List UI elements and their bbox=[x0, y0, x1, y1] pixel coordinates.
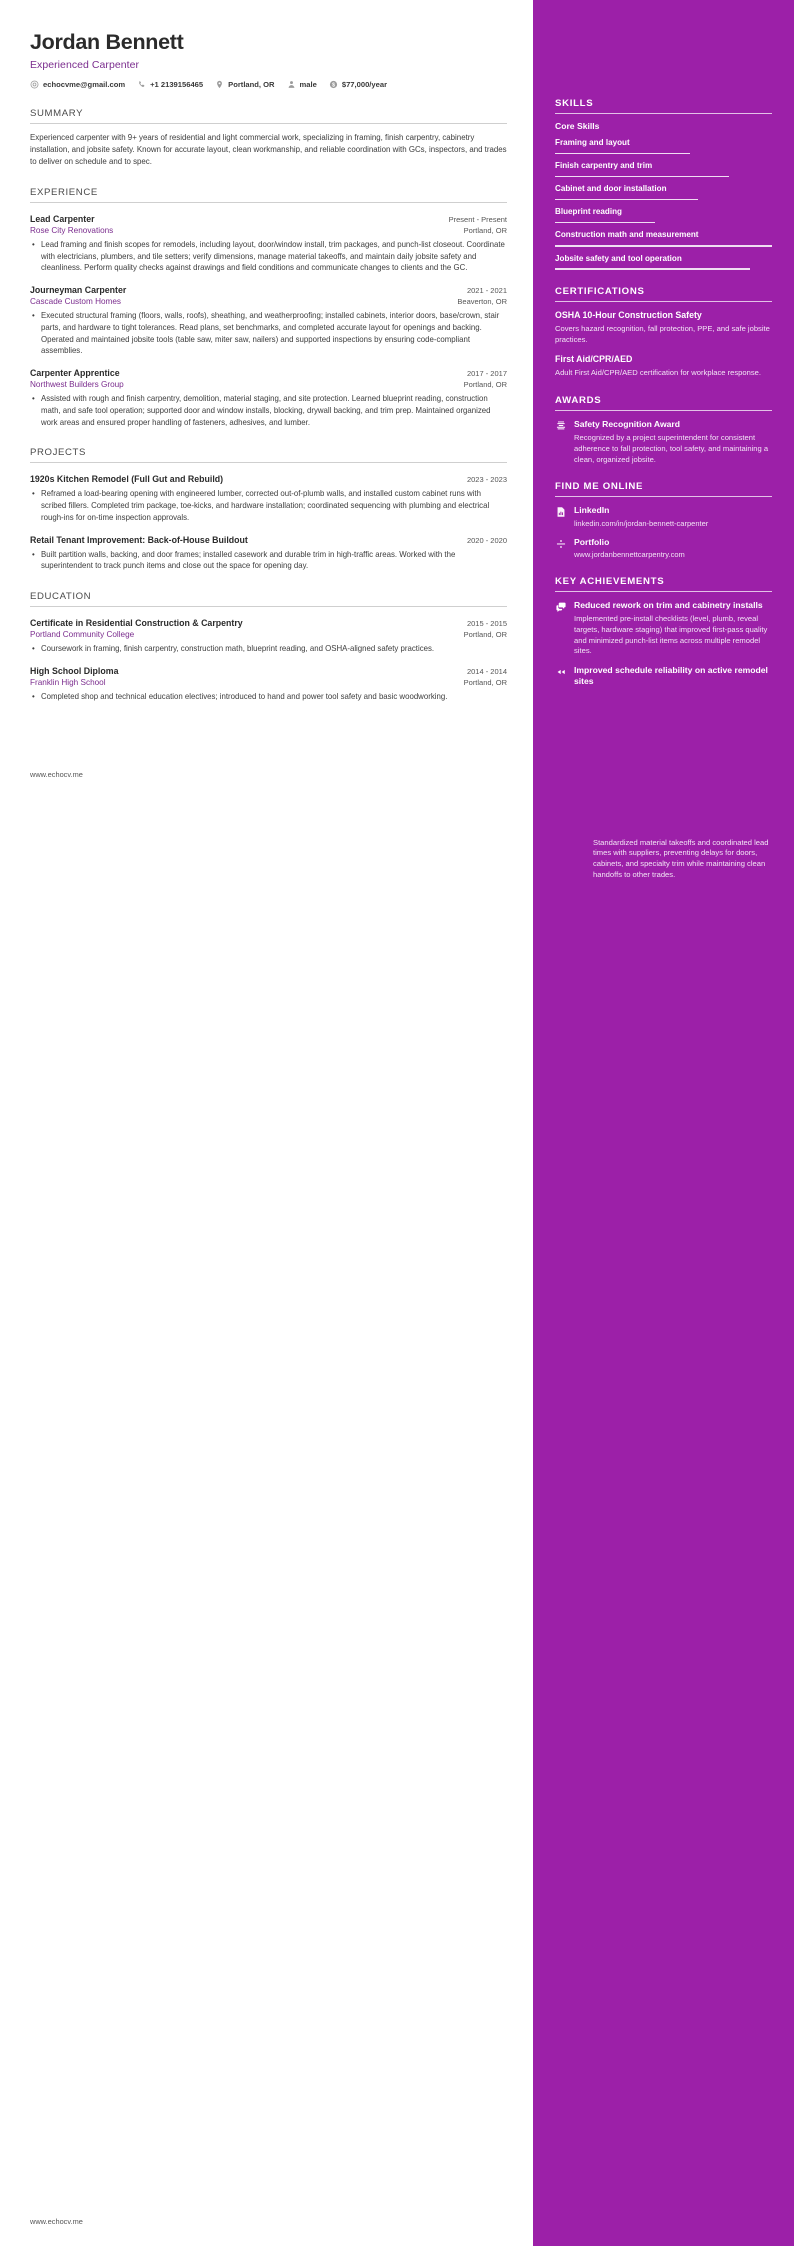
entry-header bbox=[30, 474, 507, 484]
award-description: Recognized by a project superintendent for consistent adherence to fall protection, tool safety, and maintaining a clean, organized jobsite. bbox=[574, 433, 769, 464]
salary-icon bbox=[329, 80, 338, 89]
contact-phone-text: +1 2139156465 bbox=[150, 79, 204, 89]
section-education bbox=[30, 591, 507, 703]
skill-name: Jobsite safety and tool operation bbox=[555, 253, 682, 263]
skill-level-bar bbox=[555, 176, 729, 177]
skill-level-bar bbox=[555, 268, 750, 269]
job-title: Experienced Carpenter bbox=[30, 58, 140, 71]
entry-header bbox=[30, 535, 507, 545]
entry-dates: Present - Present bbox=[448, 214, 507, 224]
entry-dates: 2020 - 2020 bbox=[466, 535, 507, 545]
divider bbox=[555, 496, 772, 497]
entry-organization: Portland Community College bbox=[30, 630, 135, 640]
contact-row bbox=[30, 80, 507, 89]
entry-header bbox=[30, 214, 507, 224]
achievement-item bbox=[555, 600, 772, 657]
entry-dates: 2015 - 2015 bbox=[466, 619, 507, 629]
entry-dates: 2014 - 2014 bbox=[466, 667, 507, 677]
online-profile-body bbox=[574, 505, 772, 528]
section-title-education: EDUCATION bbox=[30, 591, 92, 603]
entry-subheader bbox=[30, 678, 507, 687]
education-entry bbox=[30, 618, 507, 655]
skill-name: Cabinet and door installation bbox=[555, 184, 667, 194]
entry-organization: Cascade Custom Homes bbox=[30, 297, 122, 307]
section-title-projects: PROJECTS bbox=[30, 447, 86, 459]
contact-location bbox=[215, 80, 274, 89]
entry-subheader bbox=[30, 226, 507, 235]
entry-role: Journeyman Carpenter bbox=[30, 285, 127, 296]
skills-group-label: Core Skills bbox=[555, 121, 600, 131]
skill-level-bar bbox=[555, 199, 698, 200]
online-profile-name: LinkedIn bbox=[574, 505, 610, 516]
contact-location-text: Portland, OR bbox=[228, 79, 275, 89]
section-title-experience: EXPERIENCE bbox=[30, 186, 98, 198]
achievement-name: Improved schedule reliability on active remodel sites bbox=[574, 665, 768, 687]
bullet-item: • Coursework in framing, finish carpentry, construction math, blueprint reading, and OSHA-aligned safety practices. bbox=[41, 643, 507, 655]
entry-location: Beaverton, OR bbox=[457, 297, 507, 307]
entry-header bbox=[30, 285, 507, 295]
skill-item bbox=[555, 138, 772, 154]
divider bbox=[555, 591, 772, 592]
bullet-item: • Executed structural framing (floors, walls, roofs), sheathing, and weatherproofing; installed cabinets, interior doors, base/crown, stair parts, and hardware to tight tolerances. Read plans, set benchmarks, and completed accurate layout for openings and backing. Operated and maintained jobsite tools (table saw, miter saw, nailers) and supported inspections by ensuring code-compliant assemblies. bbox=[41, 310, 507, 357]
entry-organization: Northwest Builders Group bbox=[30, 380, 124, 390]
entry-organization: Franklin High School bbox=[30, 678, 106, 688]
contact-gender bbox=[287, 80, 317, 89]
contact-salary bbox=[329, 80, 387, 89]
online-profile-link[interactable]: www.jordanbennettcarpentry.com bbox=[574, 549, 685, 559]
phone-icon bbox=[137, 80, 146, 89]
entry-dates: 2017 - 2017 bbox=[466, 369, 507, 379]
divider bbox=[30, 123, 507, 124]
certification-item bbox=[555, 354, 772, 379]
entry-location: Portland, OR bbox=[463, 380, 507, 390]
achievement-body bbox=[574, 665, 772, 880]
divider bbox=[30, 606, 507, 607]
svg-text:$: $ bbox=[331, 82, 335, 89]
sidebar-section-key-achievements bbox=[555, 576, 772, 881]
bullet-item: • Completed shop and technical education electives; introduced to hand and power tool safety and basic woodworking. bbox=[41, 691, 507, 703]
contact-email-text: echocvme@gmail.com bbox=[43, 79, 126, 89]
contact-salary-text: $77,000/year bbox=[341, 79, 388, 89]
achievement-description: Standardized material takeoffs and coordinated lead times with suppliers, preventing delays for doors, cabinets, and specialty trim while maintaining clean handoffs to other trades. bbox=[593, 837, 769, 879]
experience-entry bbox=[30, 368, 507, 428]
achievement-description: Implemented pre-install checklists (level, plumb, reveal targets, hardware staging) that improved first-pass quality and minimized punch-list items across multiple remodel sites. bbox=[574, 614, 768, 656]
person-icon bbox=[287, 80, 296, 89]
contact-email[interactable] bbox=[30, 80, 125, 89]
section-summary bbox=[30, 108, 507, 168]
sidebar-section-skills bbox=[555, 98, 772, 270]
contact-gender-text: male bbox=[299, 79, 317, 89]
certification-description: Covers hazard recognition, fall protection, PPE, and safe jobsite practices. bbox=[555, 324, 770, 344]
skill-name: Blueprint reading bbox=[555, 207, 623, 217]
entry-role: 1920s Kitchen Remodel (Full Gut and Rebuild) bbox=[30, 474, 224, 485]
certification-name: OSHA 10-Hour Construction Safety bbox=[555, 309, 702, 320]
award-item bbox=[555, 419, 772, 466]
skill-level-bar bbox=[555, 153, 690, 154]
divider bbox=[555, 301, 772, 302]
header-block bbox=[30, 30, 507, 89]
skill-item bbox=[555, 161, 772, 177]
bullet-item: • Assisted with rough and finish carpentry, demolition, material staging, and site protection. Learned blueprint reading, construction math, and safe tool operation; supported door and window installs, blocking, drywall backing, and trim prep. Maintained organized work areas and ensured proper handling of fasteners, adhesives, and lumber. bbox=[41, 393, 507, 428]
entry-dates: 2023 - 2023 bbox=[466, 475, 507, 485]
bullet-item: • Lead framing and finish scopes for remodels, including layout, door/window install, trim packages, and punch-list closeout. Coordinate with electricians, plumbers, and tile setters; verify dimensions, manage material takeoffs, and maintain daily jobsite safety and cleanliness. Perform quality checks against drawings and field conditions and communicate changes to clients and the GC. bbox=[41, 239, 507, 274]
sidebar-section-find-me-online bbox=[555, 481, 772, 560]
entry-header bbox=[30, 368, 507, 378]
achievement-name: Reduced rework on trim and cabinetry installs bbox=[574, 599, 763, 610]
online-profile-name: Portfolio bbox=[574, 536, 610, 547]
certification-name: First Aid/CPR/AED bbox=[555, 353, 633, 364]
sidebar-title-key-achievements: KEY ACHIEVEMENTS bbox=[555, 575, 665, 587]
online-profile-body bbox=[574, 537, 772, 560]
entry-bullets bbox=[30, 239, 507, 274]
trophy-icon bbox=[555, 420, 567, 432]
sidebar-title-skills: SKILLS bbox=[555, 98, 594, 109]
entry-role: Certificate in Residential Construction & Carpentry bbox=[30, 618, 243, 629]
sidebar-section-awards bbox=[555, 395, 772, 466]
entry-subheader bbox=[30, 297, 507, 306]
entry-subheader bbox=[30, 380, 507, 389]
section-title-summary: SUMMARY bbox=[30, 107, 84, 119]
entry-organization: Rose City Renovations bbox=[30, 225, 114, 235]
skill-item bbox=[555, 230, 772, 246]
skill-level-bar bbox=[555, 245, 772, 246]
entry-bullets bbox=[30, 643, 507, 655]
project-entry bbox=[30, 474, 507, 523]
sidebar-title-awards: AWARDS bbox=[555, 394, 602, 406]
achievement-body bbox=[574, 600, 772, 657]
entry-bullets bbox=[30, 310, 507, 357]
entry-header bbox=[30, 666, 507, 676]
divider bbox=[30, 462, 507, 463]
sidebar-title-certifications: CERTIFICATIONS bbox=[555, 285, 645, 297]
footer-url-page1[interactable]: www.echocv.me bbox=[30, 770, 83, 779]
contact-phone[interactable] bbox=[137, 80, 203, 89]
email-icon bbox=[30, 80, 39, 89]
rewind-icon bbox=[555, 666, 567, 678]
award-name: Safety Recognition Award bbox=[574, 418, 681, 429]
achievement-item bbox=[555, 665, 772, 880]
certification-description: Adult First Aid/CPR/AED certification for workplace response. bbox=[555, 368, 761, 378]
chat-bubbles-icon bbox=[555, 601, 567, 613]
certification-item bbox=[555, 310, 772, 346]
sidebar-title-find-me-online: FIND ME ONLINE bbox=[555, 481, 644, 493]
document-chart-icon bbox=[555, 506, 567, 518]
sidebar-section-certifications bbox=[555, 286, 772, 379]
skill-level-bar bbox=[555, 222, 655, 223]
location-icon bbox=[215, 80, 224, 89]
divider bbox=[30, 202, 507, 203]
entry-bullets bbox=[30, 393, 507, 428]
entry-location: Portland, OR bbox=[463, 630, 507, 640]
divider bbox=[555, 410, 772, 411]
skill-name: Finish carpentry and trim bbox=[555, 161, 653, 171]
entry-role: High School Diploma bbox=[30, 666, 119, 677]
skill-item bbox=[555, 207, 772, 223]
skill-item bbox=[555, 184, 772, 200]
section-projects bbox=[30, 447, 507, 572]
entry-bullets bbox=[30, 549, 507, 573]
online-profile-portfolio[interactable] bbox=[555, 537, 772, 560]
entry-dates: 2021 - 2021 bbox=[466, 286, 507, 296]
education-entry bbox=[30, 666, 507, 703]
entry-role: Retail Tenant Improvement: Back-of-House Buildout bbox=[30, 534, 248, 545]
skill-name: Framing and layout bbox=[555, 138, 630, 147]
entry-subheader bbox=[30, 630, 507, 639]
award-body bbox=[574, 419, 772, 466]
skill-name: Construction math and measurement bbox=[555, 230, 699, 240]
entry-bullets bbox=[30, 691, 507, 703]
entry-role: Carpenter Apprentice bbox=[30, 368, 120, 379]
entry-header bbox=[30, 618, 507, 628]
page-title: Jordan Bennett bbox=[30, 30, 184, 54]
online-profile-linkedin[interactable] bbox=[555, 505, 772, 528]
bullet-item: • Reframed a load-bearing opening with engineered lumber, corrected out-of-plumb walls, and installed custom cabinet runs with scribed fillers. Completed trim package, toe-kicks, and hardware installation; coordinated sequencing with plumbing and electrical rough-ins for on-time inspection approvals. bbox=[41, 488, 507, 523]
entry-location: Portland, OR bbox=[463, 225, 507, 235]
project-entry bbox=[30, 535, 507, 573]
experience-entry bbox=[30, 214, 507, 274]
footer-url-page2[interactable]: www.echocv.me bbox=[30, 2217, 83, 2226]
section-experience bbox=[30, 187, 507, 429]
summary-text: Experienced carpenter with 9+ years of residential and light commercial work, specializing in framing, finish carpentry, cabinetry installation, and jobsite safety. Known for accurate layout, clean workmanship, and reliable coordination with GCs, inspectors, and trades to deliver on schedule and to spec. bbox=[30, 132, 507, 166]
divide-icon bbox=[555, 538, 567, 550]
divider bbox=[555, 113, 772, 114]
entry-role: Lead Carpenter bbox=[30, 213, 95, 224]
online-profile-link[interactable]: linkedin.com/in/jordan-bennett-carpenter bbox=[574, 518, 709, 528]
bullet-item: • Built partition walls, backing, and door frames; installed casework and durable trim in high-traffic areas. Worked with the superintendent to track punch items and close out the space for opening day. bbox=[41, 549, 507, 573]
skill-item bbox=[555, 254, 772, 270]
entry-location: Portland, OR bbox=[463, 678, 507, 688]
entry-bullets bbox=[30, 488, 507, 523]
sidebar bbox=[533, 0, 794, 2246]
experience-entry bbox=[30, 285, 507, 357]
